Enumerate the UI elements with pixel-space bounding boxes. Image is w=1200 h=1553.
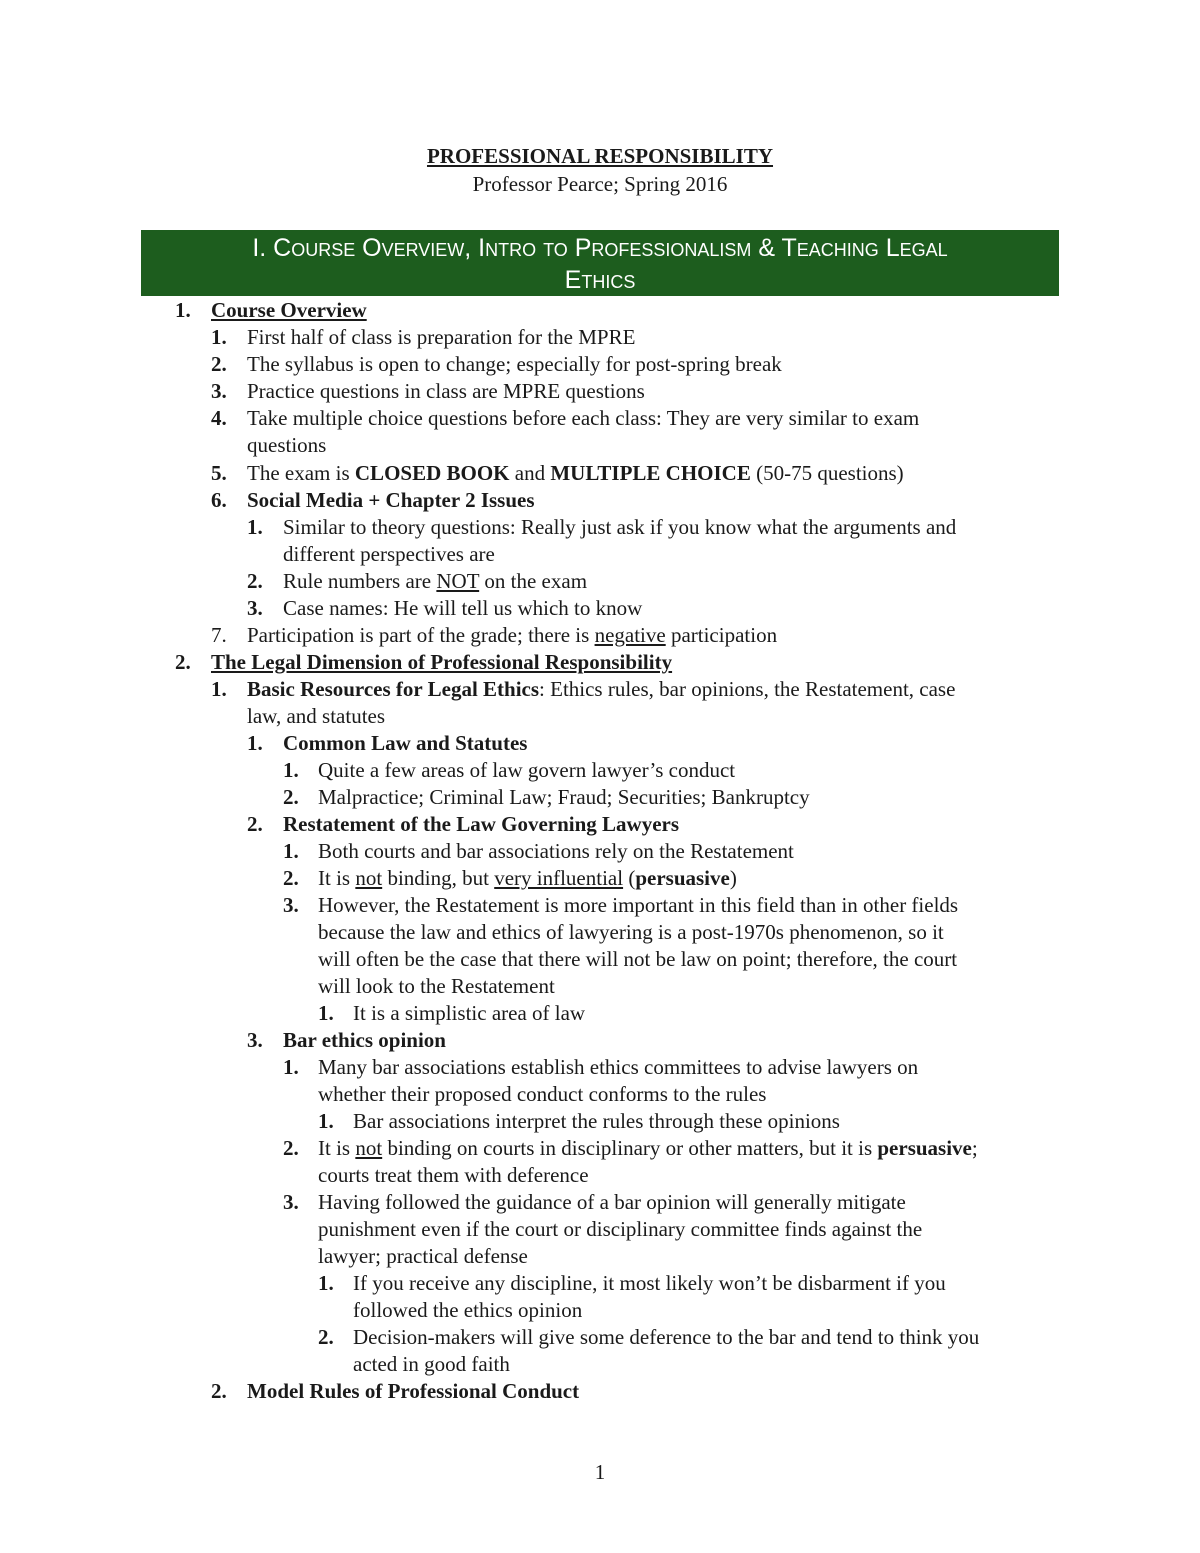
item-text — [247, 622, 777, 649]
item-text — [318, 1135, 978, 1162]
section-heading-banner — [141, 230, 1059, 296]
text-run: on the exam — [479, 569, 588, 593]
item-text: different perspectives are — [283, 542, 495, 566]
item-heading: Course Overview — [211, 298, 367, 322]
item-number: 2. — [283, 866, 299, 890]
item-text: because the law and ethics of lawyering is a post-1970s phenomenon, so it — [318, 920, 944, 944]
item-number: 4. — [211, 406, 227, 430]
text-run: binding on courts in disciplinary or other matters, but it is — [382, 1136, 878, 1160]
section-heading-line-1: I. Course Overview, Intro to Professionalism & Teaching Legal — [252, 234, 948, 262]
item-text: acted in good faith — [353, 1352, 510, 1376]
item-number: 1. — [318, 1271, 334, 1295]
item-text: If you receive any discipline, it most likely won’t be disbarment if you — [353, 1271, 946, 1295]
item-text: Take multiple choice questions before each class: They are very similar to exam — [247, 406, 920, 430]
item-number: 2. — [247, 812, 263, 836]
item-number: 1. — [247, 515, 263, 539]
item-number: 2. — [247, 569, 263, 593]
text-run: The exam is — [247, 461, 355, 485]
underlined-text: not — [355, 1136, 383, 1160]
item-number: 1. — [175, 298, 191, 322]
item-heading: Restatement of the Law Governing Lawyers — [283, 812, 680, 836]
text-run: ( — [623, 866, 636, 890]
item-number: 7. — [211, 623, 227, 647]
item-number: 1. — [318, 1109, 334, 1133]
page-subtitle: Professor Pearce; Spring 2016 — [472, 172, 728, 196]
text-run: participation — [665, 623, 778, 647]
item-number: 1. — [211, 677, 227, 701]
item-number: 3. — [211, 379, 227, 403]
text-run: ; — [971, 1136, 978, 1160]
item-number: 5. — [211, 461, 227, 485]
section-heading-line-2: Ethics — [564, 266, 636, 294]
text-run: binding, but — [382, 866, 495, 890]
item-text: Having followed the guidance of a bar opinion will generally mitigate — [318, 1190, 906, 1214]
item-text: Bar associations interpret the rules through these opinions — [353, 1109, 840, 1133]
item-number: 3. — [247, 596, 263, 620]
item-number: 2. — [175, 650, 191, 674]
item-number: 3. — [283, 893, 299, 917]
text-run: It is — [318, 866, 356, 890]
item-text: will look to the Restatement — [318, 974, 555, 998]
item-number: 2. — [211, 1379, 227, 1403]
item-text: questions — [247, 433, 327, 457]
emphasis-text: MULTIPLE CHOICE — [550, 461, 751, 485]
item-text: Many bar associations establish ethics committees to advise lawyers on — [318, 1055, 919, 1079]
item-text: will often be the case that there will not be law on point; therefore, the court — [318, 947, 958, 971]
emphasis-text: persuasive — [635, 866, 730, 890]
text-run: (50-75 questions) — [750, 461, 904, 485]
item-text: First half of class is preparation for the MPRE — [247, 325, 636, 349]
emphasis-text: persuasive — [877, 1136, 972, 1160]
underlined-text: not — [355, 866, 383, 890]
item-text: Malpractice; Criminal Law; Fraud; Securities; Bankruptcy — [318, 785, 810, 809]
page-number: 1 — [594, 1460, 606, 1484]
item-text: It is a simplistic area of law — [353, 1001, 586, 1025]
item-number: 2. — [318, 1325, 334, 1349]
item-number: 1. — [247, 731, 263, 755]
item-text: law, and statutes — [247, 704, 386, 728]
item-number: 1. — [318, 1001, 334, 1025]
item-number: 1. — [283, 839, 299, 863]
item-number: 1. — [211, 325, 227, 349]
item-number: 2. — [283, 1136, 299, 1160]
underlined-text: very influential — [494, 866, 624, 890]
item-number: 1. — [283, 758, 299, 782]
item-text: Quite a few areas of law govern lawyer’s conduct — [318, 758, 736, 782]
text-run: It is — [318, 1136, 356, 1160]
item-text: punishment even if the court or disciplinary committee finds against the — [318, 1217, 923, 1241]
item-text: followed the ethics opinion — [353, 1298, 583, 1322]
emphasis-text: CLOSED BOOK — [354, 461, 510, 485]
item-number: 6. — [211, 488, 227, 512]
item-text — [283, 568, 587, 595]
item-heading: Social Media + Chapter 2 Issues — [247, 488, 535, 512]
item-number: 1. — [283, 1055, 299, 1079]
item-heading: The Legal Dimension of Professional Responsibility — [211, 650, 673, 674]
text-run: Rule numbers are — [283, 569, 437, 593]
item-text — [247, 676, 955, 703]
item-text: courts treat them with deference — [318, 1163, 589, 1187]
item-heading: Bar ethics opinion — [283, 1028, 446, 1052]
item-text: However, the Restatement is more important in this field than in other fields — [318, 893, 959, 917]
item-text: Both courts and bar associations rely on the Restatement — [318, 839, 794, 863]
text-run: Participation is part of the grade; there is — [247, 623, 595, 647]
text-run: : Ethics rules, bar opinions, the Restatement, case — [539, 677, 956, 701]
item-text: lawyer; practical defense — [318, 1244, 528, 1268]
item-text: Case names: He will tell us which to know — [283, 596, 643, 620]
text-run: ) — [729, 866, 737, 890]
item-text — [247, 460, 904, 487]
item-number: 3. — [247, 1028, 263, 1052]
emphasis-text: Basic Resources for Legal Ethics — [247, 677, 540, 701]
item-heading: Model Rules of Professional Conduct — [247, 1379, 580, 1403]
item-text: whether their proposed conduct conforms to the rules — [318, 1082, 767, 1106]
item-text: Practice questions in class are MPRE questions — [247, 379, 645, 403]
item-heading: Common Law and Statutes — [283, 731, 528, 755]
item-number: 2. — [283, 785, 299, 809]
text-run: and — [509, 461, 551, 485]
page-title: PROFESSIONAL RESPONSIBILITY — [426, 144, 774, 168]
item-number: 2. — [211, 352, 227, 376]
underlined-text: negative — [594, 623, 666, 647]
item-text: The syllabus is open to change; especially for post-spring break — [247, 352, 782, 376]
item-text: Decision-makers will give some deference to the bar and tend to think you — [353, 1325, 980, 1349]
item-number: 3. — [283, 1190, 299, 1214]
item-text: Similar to theory questions: Really just ask if you know what the arguments and — [283, 515, 957, 539]
item-text — [318, 865, 737, 892]
underlined-text: NOT — [436, 569, 480, 593]
